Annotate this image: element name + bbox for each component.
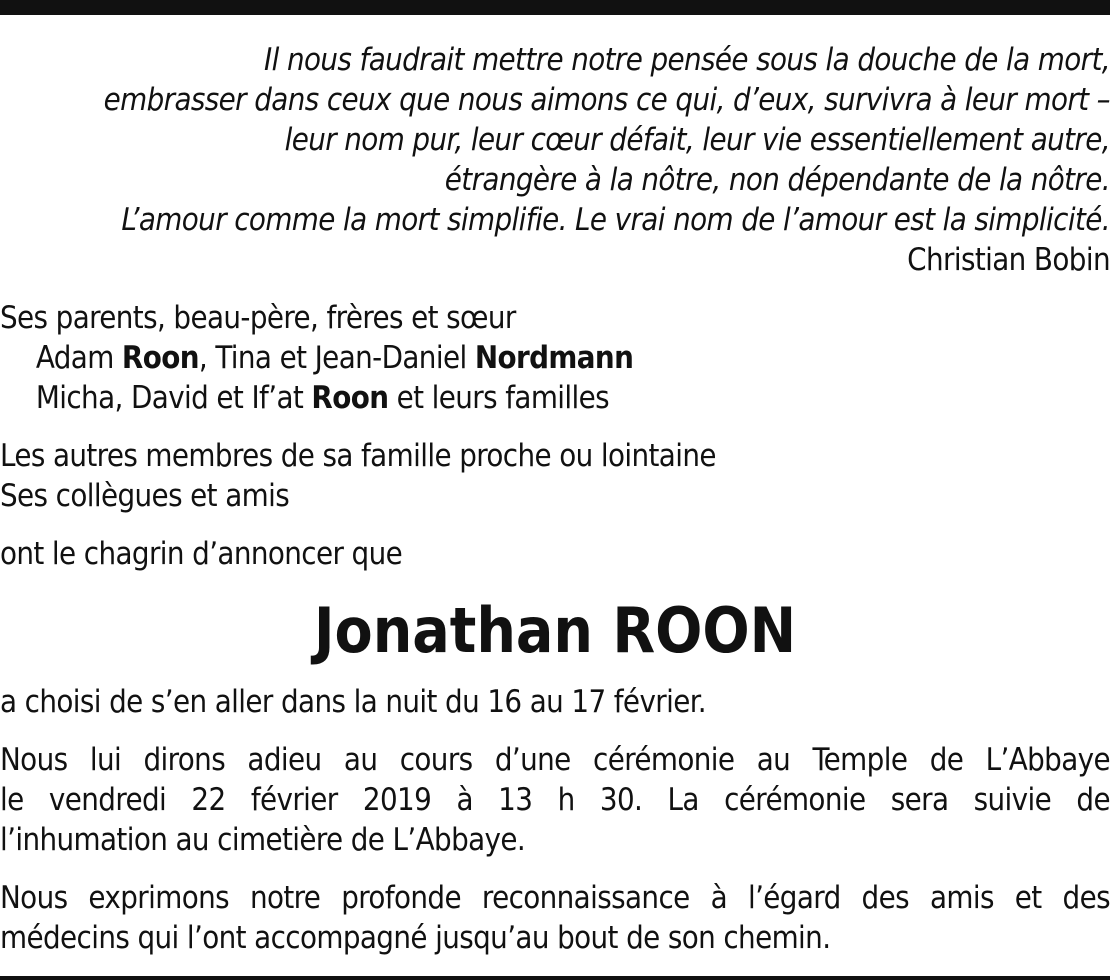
- text-run: Micha, David et If’at: [35, 380, 312, 416]
- text-run: Adam: [35, 340, 122, 376]
- ceremony-line: le vendredi 22 février 2019 à 13 h 30. La cérémonie sera suivie de: [0, 782, 1110, 818]
- quote-line: Il nous faudrait mettre notre pensée sous la douche de la mort,: [264, 42, 1110, 78]
- family-intro: Ses parents, beau-père, frères et sœur: [0, 300, 516, 336]
- epigraph-quote: [0, 40, 1110, 280]
- quote-line: L’amour comme la mort simplifie. Le vrai nom de l’amour est la simplicité.: [121, 202, 1110, 238]
- family-line: [0, 378, 1110, 418]
- thanks-line: médecins qui l’ont accompagné jusqu’au bout de son chemin.: [0, 920, 831, 956]
- quote-line: étrangère à la nôtre, non dépendante de la nôtre.: [444, 162, 1110, 198]
- quote-line: leur nom pur, leur cœur défait, leur vie essentiellement autre,: [284, 122, 1110, 158]
- top-border-rule: [0, 0, 1110, 15]
- mourners-line: Ses collègues et amis: [0, 478, 290, 514]
- quote-line: embrasser dans ceux que nous aimons ce qui, d’eux, survivra à leur mort –: [103, 82, 1110, 118]
- thanks-paragraph: [0, 878, 1110, 958]
- family-line: [0, 338, 1110, 378]
- announcement-text: ont le chagrin d’annoncer que: [0, 536, 403, 572]
- text-run: et leurs familles: [388, 380, 610, 416]
- mourners-line: Les autres membres de sa famille proche ou lointaine: [0, 438, 716, 474]
- surname: Roon: [121, 340, 199, 376]
- ceremony-paragraph: [0, 740, 1110, 860]
- ceremony-line: Nous lui dirons adieu au cours d’une cérémonie au Temple de L’Abbaye: [0, 742, 1110, 778]
- passing-text: a choisi de s’en aller dans la nuit du 16 au 17 février.: [0, 684, 706, 720]
- bottom-border-rule: [0, 976, 1110, 980]
- obituary-notice: [0, 40, 1110, 958]
- surname: Nordmann: [474, 340, 634, 376]
- deceased-name: Jonathan ROON: [313, 594, 797, 667]
- family-list: [0, 298, 1110, 418]
- quote-author: Christian Bobin: [907, 242, 1110, 278]
- text-run: , Tina et Jean-Daniel: [198, 340, 475, 376]
- surname: Roon: [311, 380, 389, 416]
- other-mourners: [0, 436, 1110, 516]
- thanks-line: Nous exprimons notre profonde reconnaissance à l’égard des amis et des: [0, 880, 1110, 916]
- ceremony-line: l’inhumation au cimetière de L’Abbaye.: [0, 822, 526, 858]
